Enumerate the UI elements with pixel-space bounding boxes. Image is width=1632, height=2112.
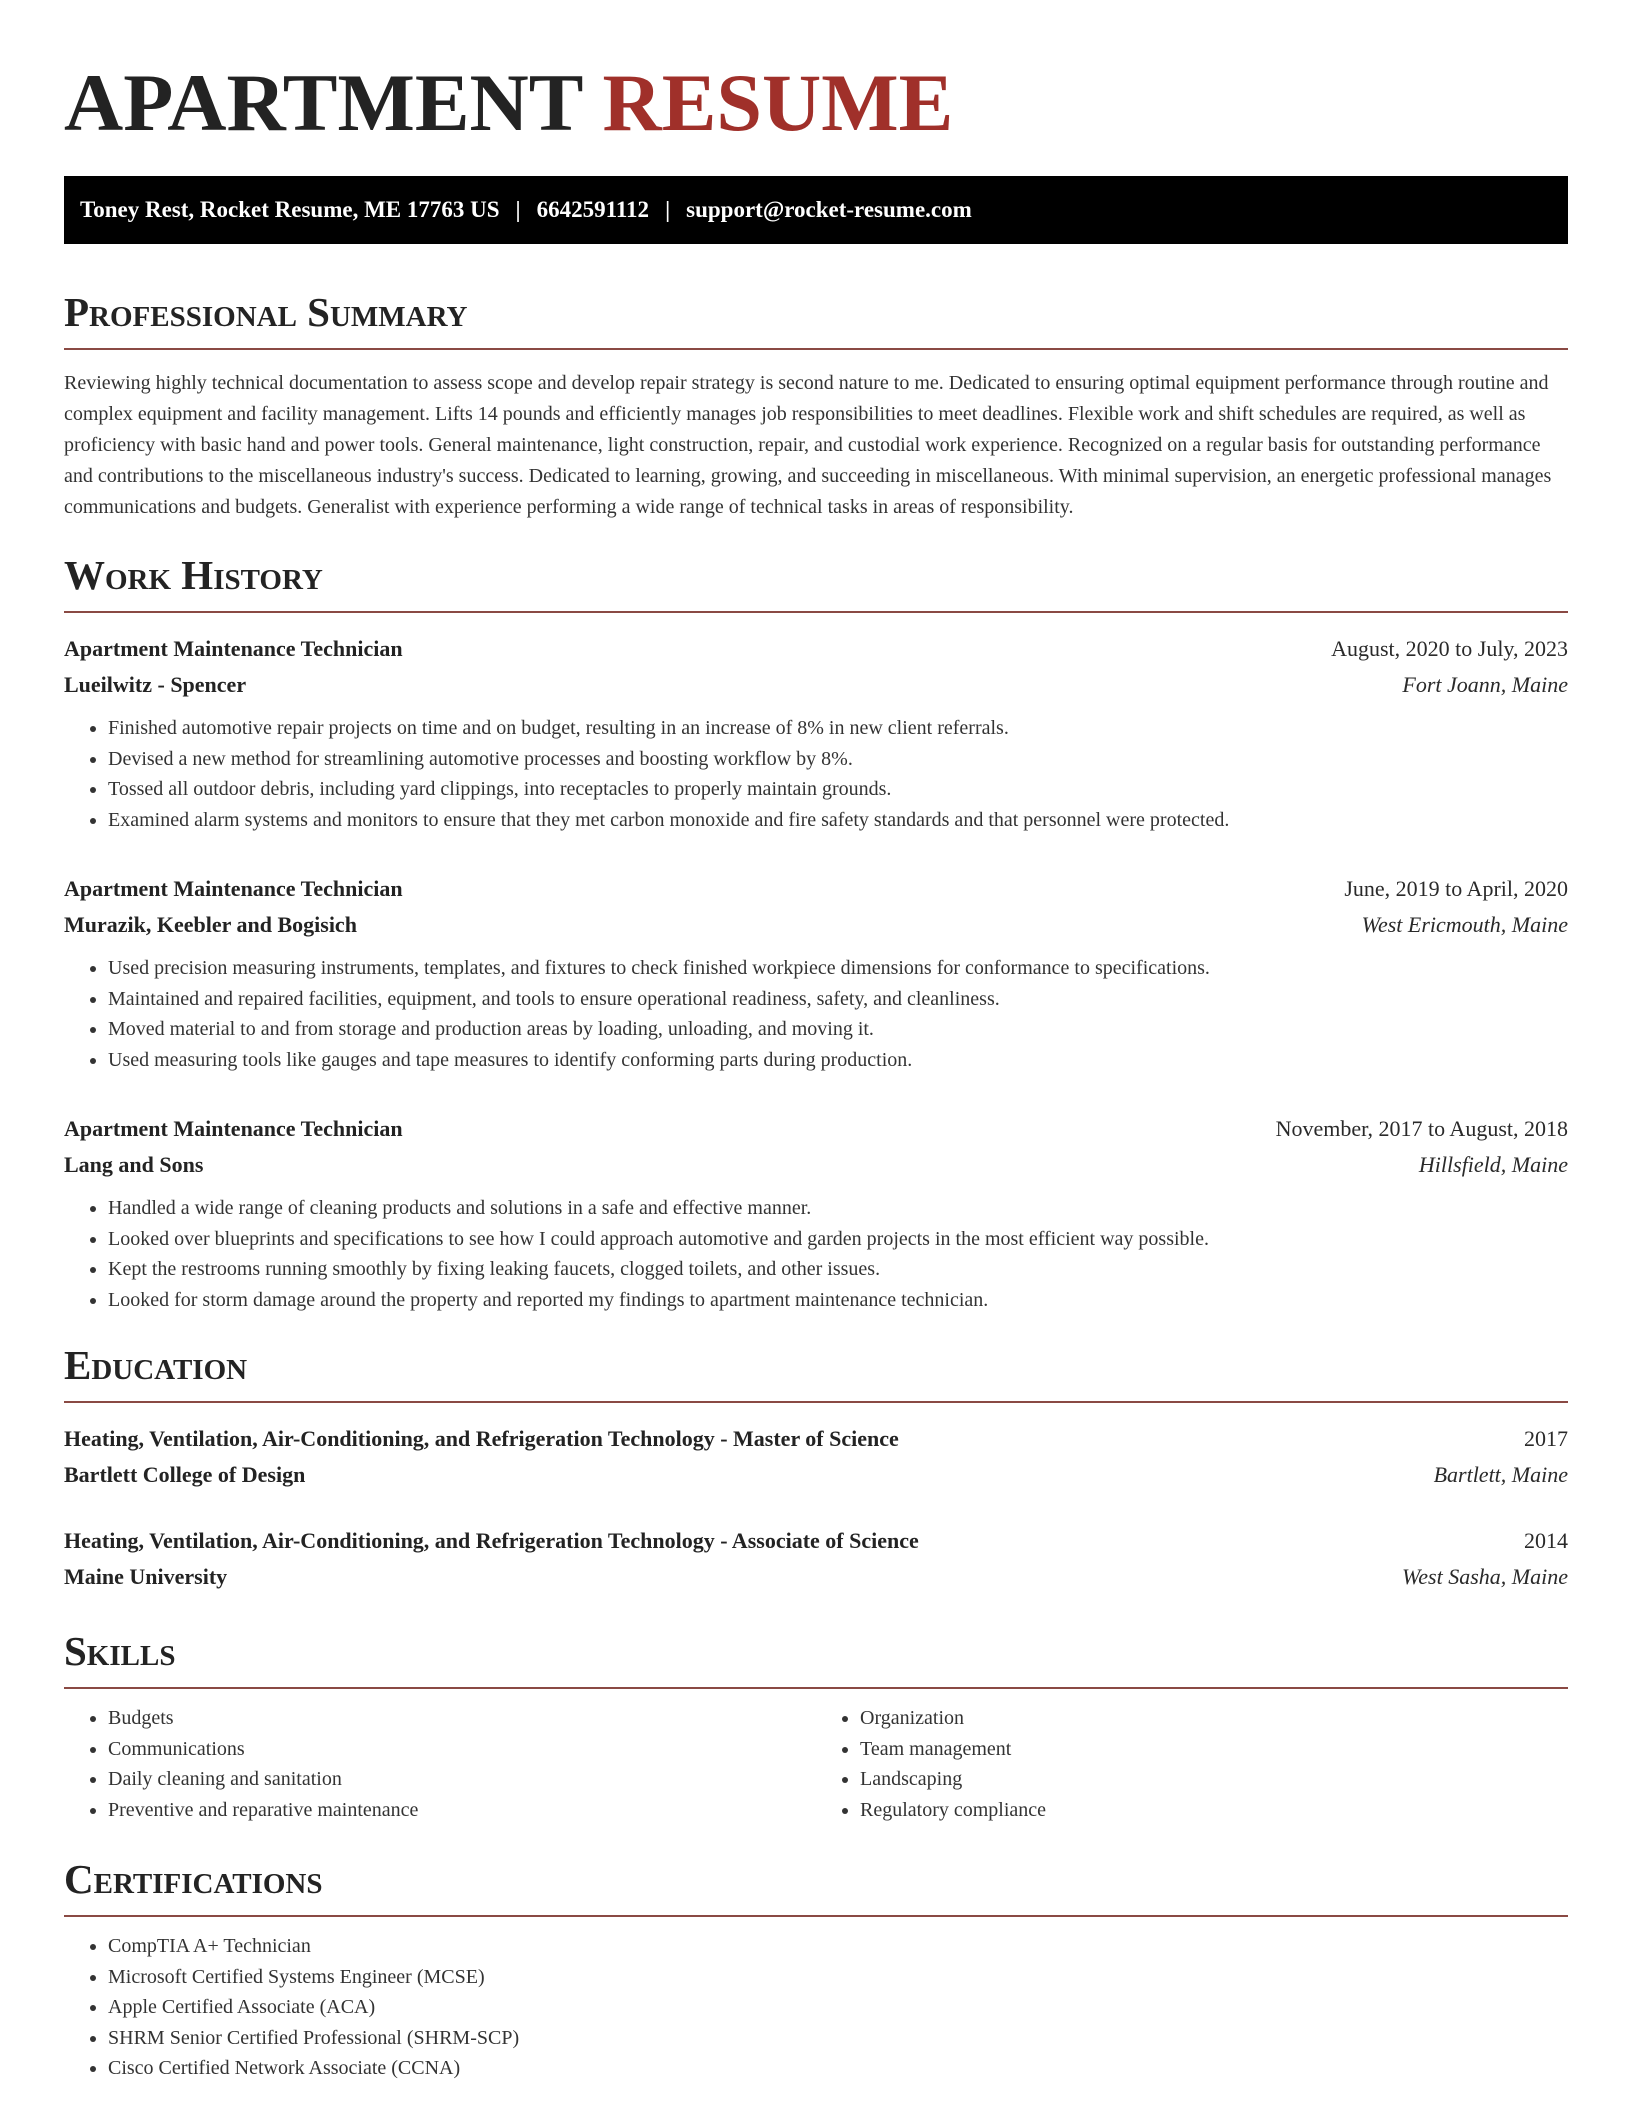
list-item: • Maintained and repaired facilities, equipment, and tools to ensure operational readiness, safety, and cleanliness.: [108, 984, 1568, 1015]
job-bullets: [64, 953, 1568, 1075]
resume-title: [64, 0, 1568, 148]
section-divider: [64, 1401, 1568, 1403]
section-divider: [64, 348, 1568, 350]
list-item: • CompTIA A+ Technician: [108, 1931, 1568, 1962]
skills-column-right: [816, 1703, 1568, 1825]
job-company-row: [64, 1147, 1568, 1183]
contact-email: support@rocket-resume.com: [686, 197, 972, 222]
job-title: Apartment Maintenance Technician: [64, 636, 403, 661]
job-header-row: [64, 1111, 1568, 1147]
education-year: 2017: [1524, 1426, 1568, 1451]
education-location: Bartlett, Maine: [1433, 1462, 1568, 1487]
section-heading: Professional Summary: [64, 289, 468, 335]
list-item: • Looked for storm damage around the property and reported my findings to apartment maintenance technician.: [108, 1285, 1568, 1316]
job-dates: June, 2019 to April, 2020: [1344, 876, 1568, 901]
contact-bar: [64, 176, 1568, 244]
contact-address: Toney Rest, Rocket Resume, ME 17763 US: [80, 197, 500, 222]
list-item: • Preventive and reparative maintenance: [108, 1795, 816, 1826]
education-degree-row: [64, 1421, 1568, 1457]
list-item: • Finished automotive repair projects on time and on budget, resulting in an increase of 8% in new client referrals.: [108, 713, 1568, 744]
job-header-row: [64, 871, 1568, 907]
section-heading: Work History: [64, 552, 323, 598]
certifications-section: [64, 1855, 1568, 2084]
job-company: Murazik, Keebler and Bogisich: [64, 912, 357, 937]
job-company: Lueilwitz - Spencer: [64, 672, 247, 697]
section-divider: [64, 1687, 1568, 1689]
title-main: APARTMENT: [64, 57, 582, 148]
summary-text: Reviewing highly technical documentation to assess scope and develop repair strategy is second nature to me. Dedicated to ensuring optimal equipment performance through routine and complex equipment and facility management. Lifts 14 pounds and efficiently manages job responsibilities to meet deadlines. Flexible work and shift schedules are required, as well as proficiency with basic hand and power tools. General maintenance, light construction, repair, and custodial work experience. Recognized on a regular basis for outstanding performance and contributions to the miscellaneous industry's success. Dedicated to learning, growing, and succeeding in miscellaneous. With minimal supervision, an energetic professional manages communications and budgets. Generalist with experience performing a wide range of technical tasks in areas of responsibility.: [64, 372, 1552, 518]
list-item: • Team management: [860, 1734, 1568, 1765]
list-item: • Used measuring tools like gauges and tape measures to identify conforming parts during production.: [108, 1045, 1568, 1076]
job-company-row: [64, 667, 1568, 703]
job-company-row: [64, 907, 1568, 943]
job-company: Lang and Sons: [64, 1152, 204, 1177]
job-dates: August, 2020 to July, 2023: [1331, 636, 1568, 661]
education-school-row: [64, 1457, 1568, 1493]
list-item: • Devised a new method for streamlining automotive processes and boosting workflow by 8%.: [108, 744, 1568, 775]
job-location: Hillsfield, Maine: [1418, 1152, 1568, 1177]
education-section: [64, 1341, 1568, 1595]
education-school: Maine University: [64, 1564, 228, 1589]
list-item: • Daily cleaning and sanitation: [108, 1764, 816, 1795]
work-history-section: [64, 551, 1568, 1315]
list-item: • Landscaping: [860, 1764, 1568, 1795]
section-heading: Certifications: [64, 1856, 323, 1902]
list-item: • Regulatory compliance: [860, 1795, 1568, 1826]
job-bullets: [64, 1193, 1568, 1315]
list-item: • Looked over blueprints and specifications to see how I could approach automotive and garden projects in the most efficient way possible.: [108, 1224, 1568, 1255]
job-bullets: [64, 713, 1568, 835]
education-entry: [64, 1523, 1568, 1595]
education-entry: [64, 1421, 1568, 1493]
education-school-row: [64, 1559, 1568, 1595]
skills-column-left: [64, 1703, 816, 1825]
list-item: • Tossed all outdoor debris, including yard clippings, into receptacles to properly maintain grounds.: [108, 774, 1568, 805]
section-heading: Education: [64, 1342, 248, 1388]
contact-separator: |: [665, 197, 671, 222]
job-dates: November, 2017 to August, 2018: [1275, 1116, 1568, 1141]
list-item: • Communications: [108, 1734, 816, 1765]
job-entry: [64, 1111, 1568, 1315]
section-heading: Skills: [64, 1628, 176, 1674]
job-title: Apartment Maintenance Technician: [64, 1116, 403, 1141]
education-location: West Sasha, Maine: [1401, 1564, 1568, 1589]
list-item: • Organization: [860, 1703, 1568, 1734]
job-location: Fort Joann, Maine: [1402, 672, 1568, 697]
contact-phone: 6642591112: [536, 197, 650, 222]
list-item: • Moved material to and from storage and production areas by loading, unloading, and moving it.: [108, 1014, 1568, 1045]
list-item: • Budgets: [108, 1703, 816, 1734]
list-item: • Cisco Certified Network Associate (CCNA): [108, 2053, 1568, 2084]
title-accent: RESUME: [602, 57, 954, 148]
education-year: 2014: [1524, 1528, 1568, 1553]
job-header-row: [64, 631, 1568, 667]
education-degree-row: [64, 1523, 1568, 1559]
job-location: West Ericmouth, Maine: [1361, 912, 1568, 937]
section-divider: [64, 611, 1568, 613]
list-item: • Handled a wide range of cleaning products and solutions in a safe and effective manner.: [108, 1193, 1568, 1224]
list-item: • Microsoft Certified Systems Engineer (MCSE): [108, 1962, 1568, 1993]
contact-separator: |: [515, 197, 521, 222]
education-school: Bartlett College of Design: [64, 1462, 306, 1487]
job-title: Apartment Maintenance Technician: [64, 876, 403, 901]
skills-section: [64, 1627, 1568, 1825]
section-divider: [64, 1915, 1568, 1917]
list-item: • Apple Certified Associate (ACA): [108, 1992, 1568, 2023]
list-item: • Kept the restrooms running smoothly by fixing leaking faucets, clogged toilets, and other issues.: [108, 1254, 1568, 1285]
list-item: • SHRM Senior Certified Professional (SHRM-SCP): [108, 2023, 1568, 2054]
professional-summary-section: [64, 288, 1568, 523]
skills-grid: [64, 1703, 1568, 1825]
job-entry: [64, 631, 1568, 835]
education-degree: Heating, Ventilation, Air-Conditioning, and Refrigeration Technology - Associate of Science: [64, 1528, 919, 1553]
job-entry: [64, 871, 1568, 1075]
certifications-list: [64, 1931, 1568, 2084]
list-item: • Used precision measuring instruments, templates, and fixtures to check finished workpiece dimensions for conformance to specifications.: [108, 953, 1568, 984]
education-degree: Heating, Ventilation, Air-Conditioning, and Refrigeration Technology - Master of Science: [64, 1426, 899, 1451]
list-item: • Examined alarm systems and monitors to ensure that they met carbon monoxide and fire safety standards and that personnel were protected.: [108, 805, 1568, 836]
